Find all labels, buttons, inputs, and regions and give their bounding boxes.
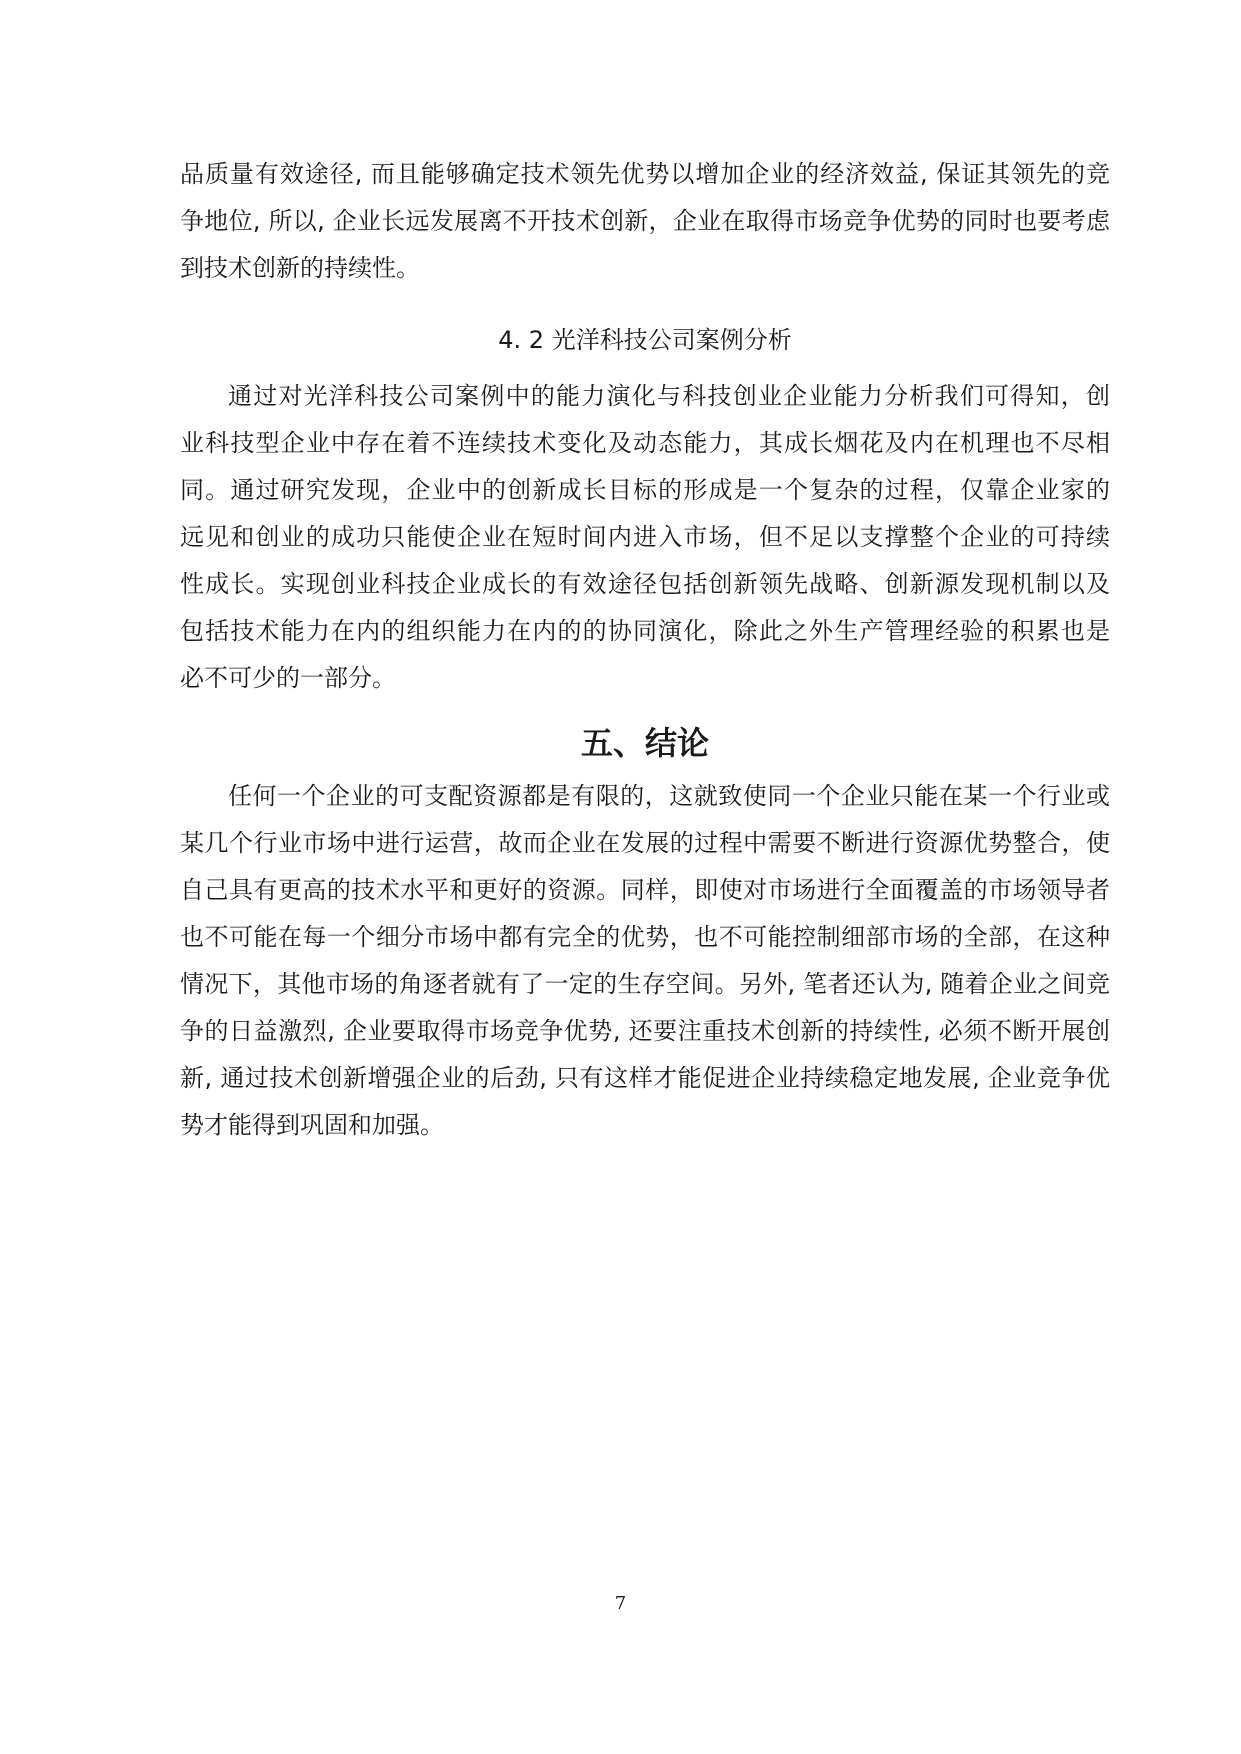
paragraph-line: 包括技术能力在内的组织能力在内的的协同演化，除此之外生产管理经验的积累也是 [180, 617, 1110, 645]
paragraph-line: 同。通过研究发现，企业中的创新成长目标的形成是一个复杂的过程，仅靠企业家的 [180, 476, 1110, 504]
paragraph-line: 性成长。实现创业科技企业成长的有效途径包括创新领先战略、创新源发现机制以及 [180, 570, 1110, 598]
paragraph-line: 新, 通过技术创新增强企业的后劲, 只有这样才能促进企业持续稳定地发展, 企业竞争优 [180, 1064, 1110, 1092]
paragraph-line: 任何一个企业的可支配资源都是有限的，这就致使同一个企业只能在某一个行业或 [228, 782, 1110, 810]
paragraph-line: 到技术创新的持续性。 [180, 254, 420, 282]
paragraph-line: 远见和创业的成功只能使企业在短时间内进入市场，但不足以支撑整个企业的可持续 [180, 523, 1110, 551]
paragraph-line: 情况下，其他市场的角逐者就有了一定的生存空间。另外, 笔者还认为, 随着企业之间竞 [180, 970, 1110, 998]
paragraph-line: 争的日益激烈, 企业要取得市场竞争优势, 还要注重技术创新的持续性, 必须不断开展创 [180, 1017, 1110, 1045]
paragraph-line: 品质量有效途径, 而且能够确定技术领先优势以增加企业的经济效益, 保证其领先的竞 [180, 160, 1110, 188]
paragraph-line: 必不可少的一部分。 [180, 664, 396, 692]
chapter-heading: 五、结论 [580, 724, 709, 762]
paragraph-line: 业科技型企业中存在着不连续技术变化及动态能力，其成长烟花及内在机理也不尽相 [180, 429, 1110, 457]
section-heading: 4. 2 光洋科技公司案例分析 [498, 326, 792, 354]
paragraph-line: 自己具有更高的技术水平和更好的资源。同样，即使对市场进行全面覆盖的市场领导者 [180, 876, 1110, 904]
paragraph-line: 通过对光洋科技公司案例中的能力演化与科技创业企业能力分析我们可得知，创 [228, 382, 1110, 410]
page-number: 7 [614, 1593, 627, 1614]
paragraph-line: 某几个行业市场中进行运营，故而企业在发展的过程中需要不断进行资源优势整合，使 [180, 829, 1110, 857]
paragraph-line: 势才能得到巩固和加强。 [180, 1111, 444, 1139]
paragraph-line: 也不可能在每一个细分市场中都有完全的优势，也不可能控制细部市场的全部，在这种 [180, 923, 1110, 951]
paragraph-line: 争地位, 所以, 企业长远发展离不开技术创新，企业在取得市场竞争优势的同时也要考虑 [180, 207, 1110, 235]
